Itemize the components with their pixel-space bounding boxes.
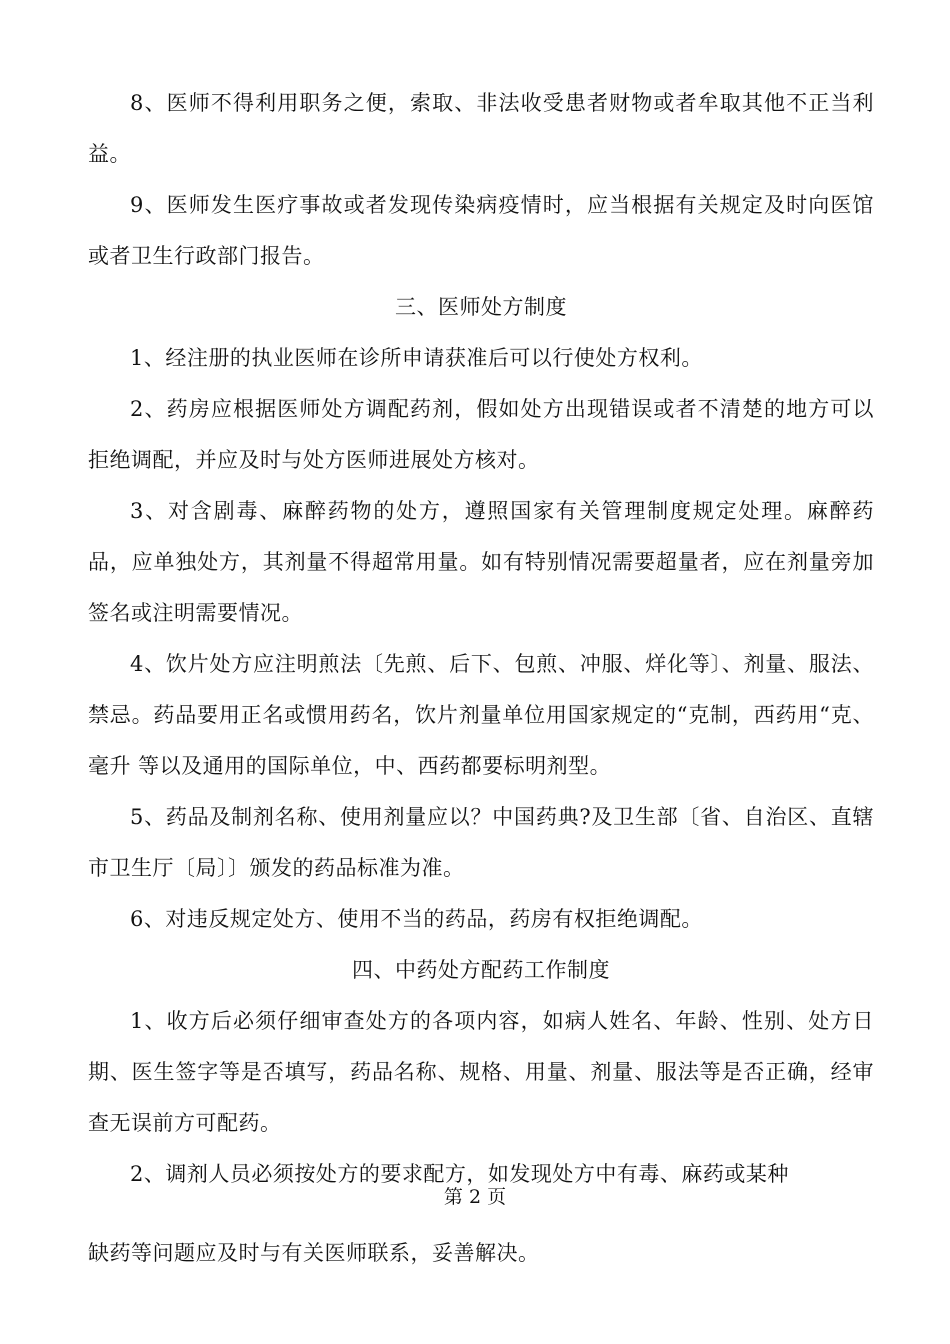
section3-item-6: 6、对违反规定处方、使用不当的药品，药房有权拒绝调配。 — [130, 907, 703, 931]
paragraph-item-9: 9、医师发生医疗事故或者发现传染病疫情时，应当根据有关规定及时向医馆或者卫生行政部门报告。 — [88, 193, 874, 268]
section3-item-3: 3、对含剧毒、麻醉药物的处方，遵照国家有关管理制度规定处理。麻醉药品，应单独处方，其剂量不得超常用量。如有特别情况需要超量者，应在剂量旁加签名或注明需要情况。 — [88, 499, 874, 625]
paragraph-item-8: 8、医师不得利用职务之便，索取、非法收受患者财物或者牟取其他不正当利益。 — [88, 91, 874, 166]
section3-item-4: 4、饮片处方应注明煎法〔先煎、后下、包煎、冲服、烊化等〕、剂量、服法、禁忌。药品要用正名或惯用药名，饮片剂量单位用国家规定的“克制，西药用“克、毫升 等以及通用的国际单位，中、西药都要标明剂型。 — [88, 652, 874, 778]
section4-item-1: 1、收方后必须仔细审查处方的各项内容，如病人姓名、年龄、性别、处方日期、医生签字等是否填写，药品名称、规格、用量、剂量、服法等是否正确，经审查无误前方可配药。 — [88, 1009, 874, 1135]
section3-item-2: 2、药房应根据医师处方调配药剂，假如处方出现错误或者不清楚的地方可以拒绝调配，并应及时与处方医师进展处方核对。 — [88, 397, 874, 472]
section3-item-1: 1、经注册的执业医师在诊所申请获准后可以行使处方权利。 — [130, 346, 703, 370]
document-body — [88, 78, 874, 1200]
continuation-text: 缺药等问题应及时与有关医师联系，妥善解决。 — [88, 1241, 540, 1265]
section-heading-dispensing-system: 四、中药处方配药工作制度 — [352, 958, 610, 982]
section4-item-2: 2、调剂人员必须按处方的要求配方，如发现处方中有毒、麻药或某种 — [130, 1162, 789, 1186]
section3-item-5: 5、药品及制剂名称、使用剂量应以？中国药典?及卫生部〔省、自治区、直辖市卫生厅〔局〕〕颁发的药品标准为准。 — [88, 805, 874, 880]
section-heading-prescription-system: 三、医师处方制度 — [395, 295, 567, 319]
page-number: 第 2 页 — [443, 1186, 507, 1208]
